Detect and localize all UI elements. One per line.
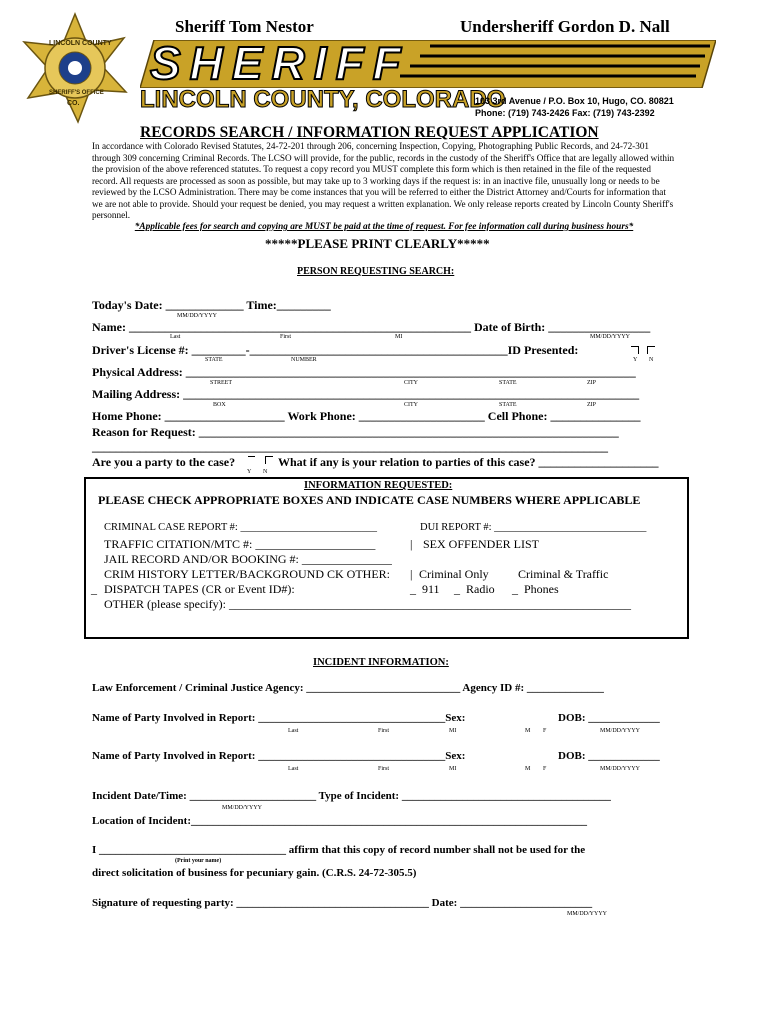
info-requested-instruction: PLEASE CHECK APPROPRIATE BOXES AND INDICATE CASE NUMBERS WHERE APPLICABLE bbox=[98, 493, 641, 507]
party2-caption-last: Last bbox=[288, 766, 299, 772]
party2-field[interactable]: Name of Party Involved in Report: __________________________________Sex: bbox=[92, 750, 466, 762]
party-no-checkbox[interactable] bbox=[265, 456, 273, 464]
incident-location-field[interactable]: Location of Incident:________________________________________________________________________ bbox=[92, 815, 587, 827]
mailing-caption-zip: ZIP bbox=[587, 402, 596, 408]
party-yes-checkbox[interactable] bbox=[248, 456, 255, 464]
reason-field[interactable]: Reason for Request: ______________________________________________________________________ bbox=[92, 425, 619, 439]
fee-note: *Applicable fees for search and copying are MUST be paid at the time of request. For fee information call during business hours* bbox=[134, 222, 634, 232]
crim-history-field[interactable]: CRIM HISTORY LETTER/BACKGROUND CK OTHER: bbox=[104, 567, 391, 581]
dob-caption: MM/DD/YYYY bbox=[590, 334, 631, 340]
person-section-heading: PERSON REQUESTING SEARCH: bbox=[297, 266, 455, 277]
name-field[interactable]: Name: _________________________________________________________ Date of Birth: _________________ bbox=[92, 320, 651, 334]
incident-heading: INCIDENT INFORMATION: bbox=[313, 657, 449, 668]
other-specify-field[interactable]: OTHER (please specify): ___________________________________________________________________ bbox=[104, 597, 631, 611]
mailing-caption-city: CITY bbox=[404, 402, 418, 408]
physical-caption-city: CITY bbox=[404, 380, 418, 386]
print-clearly: *****PLEASE PRINT CLEARLY***** bbox=[265, 236, 490, 251]
physical-caption-state: STATE bbox=[499, 380, 517, 386]
physical-caption-street: STREET bbox=[210, 380, 232, 386]
affirm-statement-2: direct solicitation of business for pecuniary gain. (C.R.S. 24-72-305.5) bbox=[92, 867, 417, 879]
dispatch-phones-checkbox[interactable]: _ bbox=[512, 582, 518, 596]
dispatch-radio-label: Radio bbox=[466, 582, 495, 596]
name-caption-first: First bbox=[280, 334, 292, 340]
physical-caption-zip: ZIP bbox=[587, 380, 596, 386]
drivers-license-field[interactable]: Driver's License #: _________-___________________________________________ID Presented: bbox=[92, 343, 579, 357]
sheriff-banner bbox=[140, 37, 716, 89]
form-title: RECORDS SEARCH / INFORMATION REQUEST APPLICATION bbox=[140, 124, 599, 141]
license-caption-state: STATE bbox=[205, 357, 223, 363]
party-to-case-question: Are you a party to the case? bbox=[92, 455, 236, 469]
office-address: 103 3rd Avenue / P.O. Box 10, Hugo, CO. 80821 bbox=[475, 96, 674, 106]
print-name-caption: (Print your name) bbox=[175, 858, 222, 864]
license-caption-number: NUMBER bbox=[291, 357, 317, 363]
intro-text: In accordance with Colorado Revised Statutes, 24-72-201 through 206, concerning Inspection, Copying, Photographing Public Records, and 24-72-301 through 309 concerning Criminal Records. The LCSO will provide, for the public, records in the custody of the Sheriff's Office that are legally allowed within the provision of the above referenced statutes. To request a copy record you MUST complete this form which is then retained in the file of the requested record. All requests are processed as soon as possible, but may take up to 3 working days if the request is: in an inactive file, unusually long or needs to be reviewed by the LCSO Administration. There may be come instances that you will be referred to either the District Attorney and/Courts for information that we are not able to provide. Should your request be denied, you may request a written explanation. We only release reports created by Lincoln County Sheriff's personnel. bbox=[92, 141, 675, 220]
party2-caption-f: F bbox=[543, 766, 547, 772]
mailing-caption-box: BOX bbox=[213, 402, 226, 408]
party1-caption-m: M bbox=[525, 728, 531, 734]
sheriff-badge bbox=[16, 12, 134, 124]
dispatch-radio-checkbox[interactable]: _ bbox=[454, 582, 460, 596]
relation-field[interactable]: What if any is your relation to parties of this case? ____________________ bbox=[278, 455, 659, 469]
mailing-address-field[interactable]: Mailing Address: ____________________________________________________________________________ bbox=[92, 387, 640, 401]
sex-offender-checkbox[interactable]: | bbox=[410, 537, 413, 551]
badge-text-bottom: SHERIFF'S OFFICE bbox=[49, 90, 104, 96]
mailing-caption-state: STATE bbox=[499, 402, 517, 408]
criminal-only-checkbox[interactable]: | bbox=[410, 567, 413, 581]
affirm-statement[interactable]: I __________________________________ affirm that this copy of record number shall not be used for the bbox=[92, 844, 586, 856]
party2-caption-first: First bbox=[378, 766, 390, 772]
criminal-only-label: Criminal Only bbox=[419, 567, 489, 581]
criminal-traffic-label: Criminal & Traffic bbox=[518, 567, 609, 581]
id-presented-no-checkbox[interactable] bbox=[647, 346, 655, 354]
incident-date-time-field[interactable]: Incident Date/Time: _______________________ Type of Incident: ______________________________________ bbox=[92, 790, 611, 802]
party2-caption-dob: MM/DD/YYYY bbox=[600, 766, 641, 772]
party1-caption-mi: MI bbox=[449, 728, 457, 734]
phone-fields[interactable]: Home Phone: ____________________ Work Phone: _____________________ Cell Phone: _______________ bbox=[92, 409, 641, 423]
office-phone: Phone: (719) 743-2426 Fax: (719) 743-2392 bbox=[475, 108, 655, 118]
dispatch-phones-label: Phones bbox=[524, 582, 559, 596]
party2-caption-m: M bbox=[525, 766, 531, 772]
id-caption-y: Y bbox=[633, 357, 638, 363]
party-caption-y: Y bbox=[247, 469, 252, 475]
signature-field[interactable]: Signature of requesting party: ___________________________________ Date: ________________________ bbox=[92, 897, 593, 909]
today-date-caption: MM/DD/YYYY bbox=[177, 313, 218, 319]
reason-field-line-2[interactable]: ______________________________________________________________________________________ bbox=[92, 440, 608, 454]
name-caption-last: Last bbox=[170, 334, 181, 340]
dui-report-field[interactable]: DUI REPORT #: _____________________________ bbox=[420, 522, 647, 533]
sheriff-name: Sheriff Tom Nestor bbox=[175, 17, 314, 36]
dispatch-911-checkbox[interactable]: _ bbox=[410, 582, 416, 596]
physical-address-field[interactable]: Physical Address: ___________________________________________________________________________ bbox=[92, 365, 636, 379]
dispatch-tapes-checkbox[interactable]: _ bbox=[91, 582, 97, 596]
name-caption-mi: MI bbox=[395, 334, 403, 340]
id-caption-n: N bbox=[649, 357, 654, 363]
criminal-case-report-field[interactable]: CRIMINAL CASE REPORT #: __________________________ bbox=[104, 522, 377, 533]
agency-field[interactable]: Law Enforcement / Criminal Justice Agency: ____________________________ Agency ID #: ______________ bbox=[92, 682, 604, 694]
info-requested-heading: INFORMATION REQUESTED: bbox=[304, 480, 453, 491]
party-caption-n: N bbox=[263, 469, 268, 475]
party1-field[interactable]: Name of Party Involved in Report: __________________________________Sex: bbox=[92, 712, 466, 724]
id-presented-yes-checkbox[interactable] bbox=[631, 346, 639, 354]
badge-co: CO. bbox=[67, 100, 80, 107]
county-name: LINCOLN COUNTY, COLORADO bbox=[140, 86, 506, 113]
party1-caption-dob: MM/DD/YYYY bbox=[600, 728, 641, 734]
dispatch-911-label: 911 bbox=[422, 582, 440, 596]
traffic-citation-field[interactable]: TRAFFIC CITATION/MTC #: ____________________ bbox=[104, 537, 376, 551]
signature-date-caption: MM/DD/YYYY bbox=[567, 911, 608, 917]
party2-dob-field[interactable]: DOB: _____________ bbox=[558, 750, 660, 762]
sex-offender-label: SEX OFFENDER LIST bbox=[423, 537, 540, 551]
dispatch-tapes-field[interactable]: DISPATCH TAPES (CR or Event ID#): bbox=[104, 582, 295, 596]
todays-date-field[interactable]: Today's Date: _____________ Time:_________ bbox=[92, 298, 331, 312]
party1-caption-f: F bbox=[543, 728, 547, 734]
incident-date-caption: MM/DD/YYYY bbox=[222, 805, 263, 811]
undersheriff-name: Undersheriff Gordon D. Nall bbox=[460, 17, 670, 36]
badge-text-top: LINCOLN COUNTY bbox=[49, 40, 112, 47]
party1-caption-last: Last bbox=[288, 728, 299, 734]
party2-caption-mi: MI bbox=[449, 766, 457, 772]
party1-caption-first: First bbox=[378, 728, 390, 734]
jail-record-field[interactable]: JAIL RECORD AND/OR BOOKING #: _______________ bbox=[104, 552, 392, 566]
party1-dob-field[interactable]: DOB: _____________ bbox=[558, 712, 660, 724]
banner-text: SHERIFF bbox=[150, 37, 410, 89]
